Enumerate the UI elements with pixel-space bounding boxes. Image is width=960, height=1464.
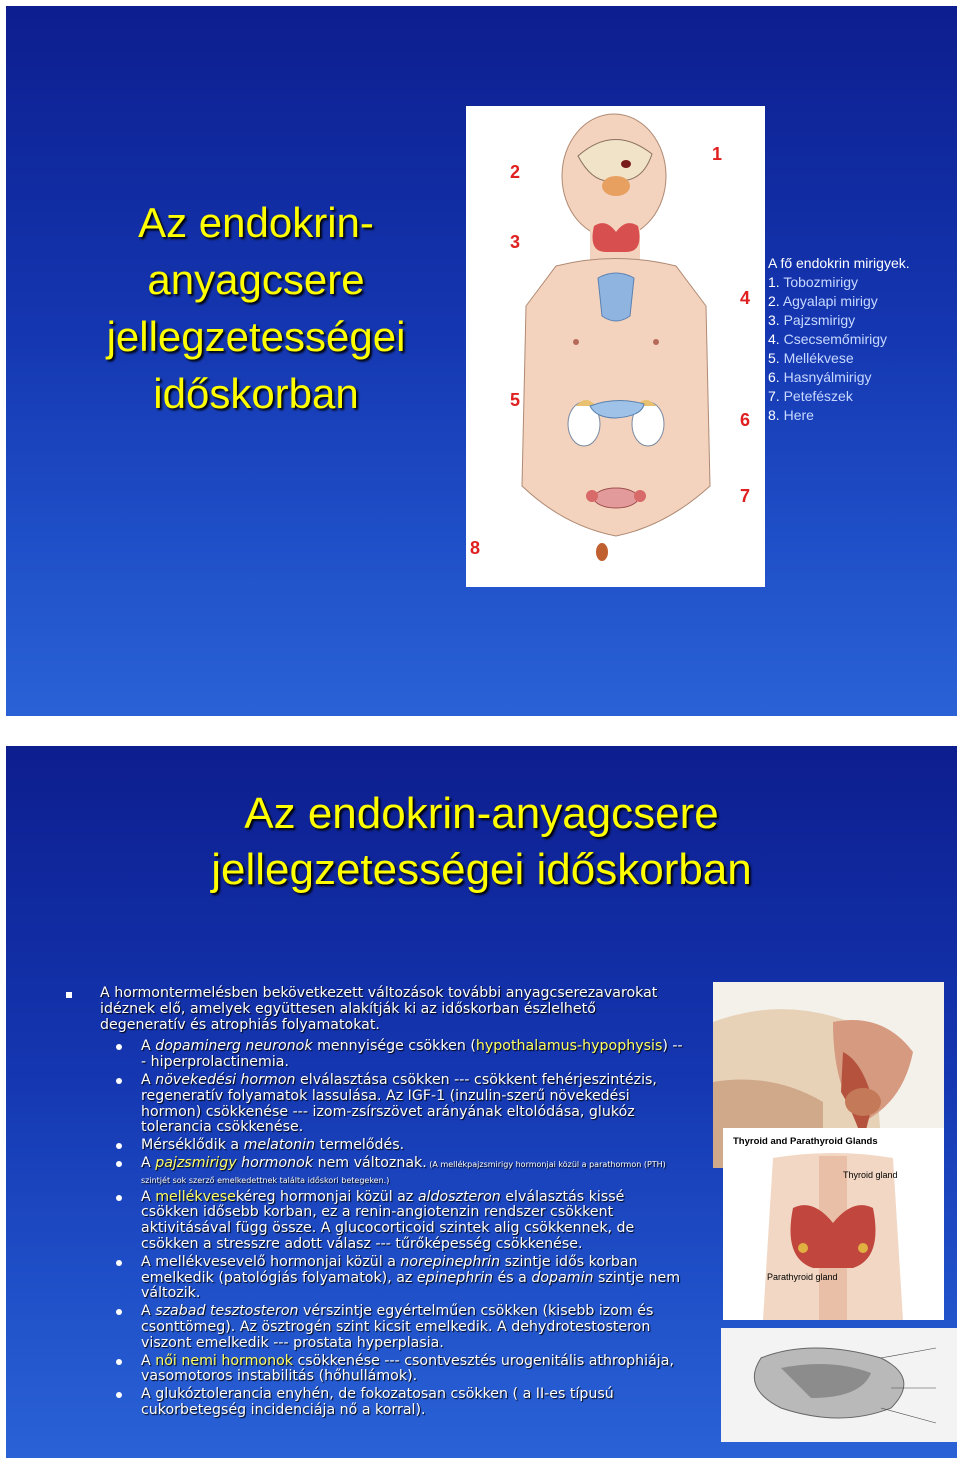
figure-number: 5 [510,390,521,410]
figure-number: 6 [740,410,751,430]
title-line: jellegzetességei időskorban [211,845,752,894]
body-diagram [466,106,765,587]
figure-number: 8 [470,538,481,558]
caption-link[interactable]: Hasnyálmirigy [783,369,872,385]
figure-number: 4 [740,288,751,308]
thyroid-gland-label: Thyroid gland [843,1170,898,1180]
caption-link[interactable]: Pajzsmirigy [783,312,856,328]
figure-number: 2 [510,162,521,182]
list-item: A növekedési hormon elválasztása csökken --- csökkent fehérjeszintézis, regeneratív folyamatok lassulása. Az IGF-1 (inzulin-szerű növekedési hormon) csökkenése --- izom-zsírszövet arányának eltolódása, glukóz tolerancia csökkenése. [66,1073,686,1136]
bullet-dot-icon [116,1044,122,1050]
title-line: Az endokrin-anyagcsere [244,789,719,838]
adrenal-gland-image [721,1328,957,1442]
bullet-dot-icon [116,1309,122,1315]
bullet-list [66,986,686,1421]
list-item: A pajzsmirigy hormonok nem változnak. (A mellékpajzsmirigy hormonjai közül a parathormon (PTH) szintjét sok szerző emelkedettnek találta időskori betegeken.) [66,1156,686,1188]
bullet-dot-icon [116,1078,122,1084]
list-item: A mellékvesevelő hormonjai közül a norepinephrin szintje idős korban emelkedik (patológiás folyamatok), az epinephrin és a dopamin szintje nem változik. [66,1255,686,1302]
list-item: A dopaminerg neuronok mennyisége csökken (hypothalamus-hypophysis) --- hiperprolactinemia. [66,1039,686,1071]
intro-bullet: A hormontermelésben bekövetkezett változások további anyagcserezavarokat idéznek elő, amelyek együttesen alakítják ki az időskorban észlelhető degeneratív és atrophiás folyamatokat. [66,986,686,1033]
caption-item: 4. Csecsemőmirigy [768,331,888,347]
thyroid-parathyroid-image [723,1128,944,1320]
figure-number: 3 [510,232,521,252]
bullet-dot-icon [116,1392,122,1398]
caption-item: 3. Pajzsmirigy [768,312,856,328]
pituitary-shape [602,176,630,196]
caption-link[interactable]: Petefészek [783,388,853,404]
gland-caption [768,254,957,425]
title-line: jellegzetességei [106,313,406,360]
caption-link[interactable]: Here [783,407,814,423]
bullet-dot-icon [116,1195,122,1201]
caption-heading: A fő endokrin mirigyek. [768,255,910,271]
figure-number: 1 [712,144,723,164]
caption-item: 5. Mellékvese [768,350,854,366]
bullet-dot-icon [116,1359,122,1365]
bullet-dot-icon [116,1143,122,1149]
caption-link[interactable]: Tobozmirigy [783,274,859,290]
slide-1 [6,6,957,716]
caption-item: 6. Hasnyálmirigy [768,369,872,385]
list-item: A női nemi hormonok csökkenése --- csontvesztés urogenitális athrophiája, vasomotoros instabilitás (hőhullámok). [66,1354,686,1386]
title-line: Az endokrin- [138,199,374,246]
caption-link[interactable]: Csecsemőmirigy [783,331,888,347]
slide-1-title [66,194,446,422]
parathyroid-gland-label: Parathyroid gland [767,1272,838,1282]
title-line: időskorban [153,370,359,417]
caption-item: 1. Tobozmirigy [768,274,859,290]
caption-item: 7. Petefészek [768,388,853,404]
slide-2 [6,746,957,1458]
caption-link[interactable]: Agyalapi mirigy [782,293,878,309]
list-item: A szabad tesztosteron vérszintje egyértelműen csökken (kisebb izom és csonttömeg). Az ösztrogén szint kicsit emelkedik. A dehydrotestosteron viszont emelkedik --- prostata hyperplasia. [66,1304,686,1351]
list-item: A glukóztolerancia enyhén, de fokozatosan csökken ( a II-es típusú cukorbetegség incidenciája nő a korral). [66,1387,686,1419]
list-item: Mérséklődik a melatonin termelődés. [66,1138,686,1154]
slide-2-title [6,786,957,898]
square-bullet-icon [66,992,72,998]
bullet-dot-icon [116,1161,122,1167]
caption-link[interactable]: Mellékvese [783,350,854,366]
title-line: anyagcsere [147,256,365,303]
bullet-dot-icon [116,1260,122,1266]
caption-item: 8. Here [768,407,814,423]
caption-item: 2. Agyalapi mirigy [768,293,878,309]
figure-number: 7 [740,486,751,506]
list-item: A mellékvesekéreg hormonjai közül az aldoszteron elválasztás kissé csökken idősebb korban, ez a renin-angiotenzin rendszer csökkent aktivitásával függ össze. A glucocorticoid szintek alig csökkennek, de csökken a stresszre adott válasz --- tűrőképesség csökkenése. [66,1190,686,1253]
endocrine-glands-figure [466,106,765,587]
thyroid-title: Thyroid and Parathyroid Glands [733,1136,878,1147]
